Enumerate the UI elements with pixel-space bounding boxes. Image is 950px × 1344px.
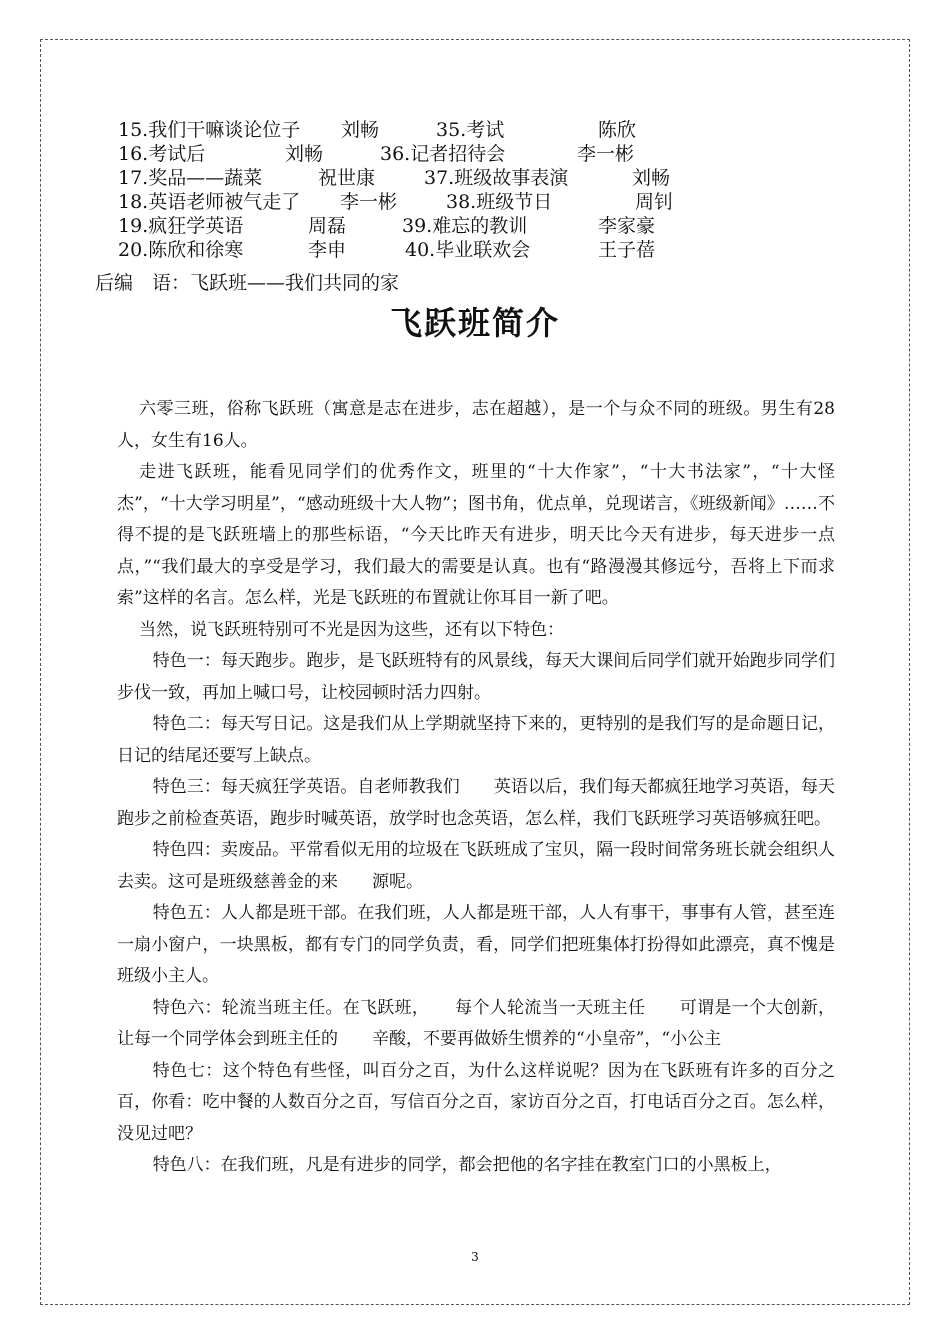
toc-left-title: 15.我们干嘛谈论位子 bbox=[118, 119, 301, 141]
page-number: 3 bbox=[471, 1250, 479, 1264]
toc-right-title: 39.难忘的教训 bbox=[402, 215, 528, 237]
toc-left-author: 祝世康 bbox=[318, 167, 376, 189]
toc-left-title: 19.疯狂学英语 bbox=[118, 215, 244, 237]
toc-left-title: 20.陈欣和徐寒 bbox=[118, 239, 244, 261]
toc-left-title: 16.考试后 bbox=[118, 143, 206, 165]
toc-left-author: 李申 bbox=[308, 239, 347, 261]
toc-right-author: 李一彬 bbox=[577, 143, 635, 165]
paragraph: 特色三：每天疯狂学英语。自老师教我们 英语以后，我们每天都疯狂地学习英语，每天跑步之前检查英语，跑步时喊英语，放学时也念英语，怎么样，我们飞跃班学习英语够疯狂吧。 bbox=[117, 777, 835, 829]
toc-left-title: 18.英语老师被气走了 bbox=[118, 191, 301, 213]
paragraph: 特色四：卖废品。平常看似无用的垃圾在飞跃班成了宝贝，隔一段时间常务班长就会组织人去卖。这可是班级慈善金的来 源呢。 bbox=[117, 840, 835, 892]
article-body bbox=[117, 394, 835, 1182]
toc-right-author: 王子蓓 bbox=[598, 239, 656, 261]
paragraph: 走进飞跃班，能看见同学们的优秀作文，班里的“十大作家”，“十大书法家”，“十大怪杰”，“十大学习明星”，“感动班级十大人物”；图书角，优点单，兑现诺言，《班级新闻》……不得不提的是飞跃班墙上的那些标语，“今天比昨天有进步，明天比今天有进步，每天进步一点点，”“我们最大的享受是学习，我们最大的需要是认真。也有“路漫漫其修远兮，吾将上下而求索”这样的名言。怎么样，光是飞跃班的布置就让你耳目一新了吧。 bbox=[117, 462, 835, 608]
toc-left-author: 刘畅 bbox=[341, 119, 380, 141]
toc-right-author: 周钊 bbox=[635, 191, 674, 213]
toc-right-author: 李家豪 bbox=[598, 215, 656, 237]
paragraph: 特色二：每天写日记。这是我们从上学期就坚持下来的，更特别的是我们写的是命题日记，日记的结尾还要写上缺点。 bbox=[117, 714, 835, 766]
paragraph: 特色八：在我们班，凡是有进步的同学，都会把他的名字挂在教室门口的小黑板上， bbox=[152, 1155, 782, 1175]
toc-left-author: 刘畅 bbox=[285, 143, 324, 165]
afterword-line: 后编 语：飞跃班——我们共同的家 bbox=[95, 272, 400, 294]
paragraph: 特色七：这个特色有些怪，叫百分之百，为什么这样说呢？因为在飞跃班有许多的百分之百，你看：吃中餐的人数百分之百，写信百分之百，家访百分之百，打电话百分之百。怎么样，没见过吧？ bbox=[117, 1060, 835, 1144]
toc-left-title: 17.奖品——蔬菜 bbox=[118, 167, 263, 189]
toc-right-title: 36.记者招待会 bbox=[380, 143, 506, 165]
page-title: 飞跃班简介 bbox=[389, 304, 560, 342]
toc-right-title: 38.班级节日 bbox=[446, 191, 553, 213]
toc-right-title: 35.考试 bbox=[436, 119, 505, 141]
paragraph: 特色一：每天跑步。跑步，是飞跃班特有的风景线，每天大课间后同学们就开始跑步同学们步伐一致，再加上喊口号，让校园顿时活力四射。 bbox=[117, 651, 835, 703]
toc-right-author: 陈欣 bbox=[598, 119, 637, 141]
paragraph: 当然，说飞跃班特别可不光是因为这些，还有以下特色： bbox=[139, 619, 565, 640]
toc-right-author: 刘畅 bbox=[632, 167, 671, 189]
toc-left-author: 李一彬 bbox=[340, 191, 398, 213]
paragraph: 特色五：人人都是班干部。在我们班，人人都是班干部，人人有事干，事事有人管，甚至连一扇小窗户，一块黑板，都有专门的同学负责，看，同学们把班集体打扮得如此漂亮，真不愧是班级小主人。 bbox=[117, 903, 835, 986]
paragraph: 六零三班，俗称飞跃班（寓意是志在进步，志在超越），是一个与众不同的班级。男生有28人，女生有16人。 bbox=[117, 399, 835, 451]
paragraph: 特色六：轮流当班主任。在飞跃班， 每个人轮流当一天班主任 可谓是一个大创新，让每一个同学体会到班主任的 辛酸，不要再做娇生惯养的“小皇帝”，“小公主 bbox=[117, 997, 835, 1049]
toc-right-title: 37.班级故事表演 bbox=[424, 167, 569, 189]
toc-left-author: 周磊 bbox=[308, 215, 347, 237]
toc-right-title: 40.毕业联欢会 bbox=[405, 239, 531, 261]
